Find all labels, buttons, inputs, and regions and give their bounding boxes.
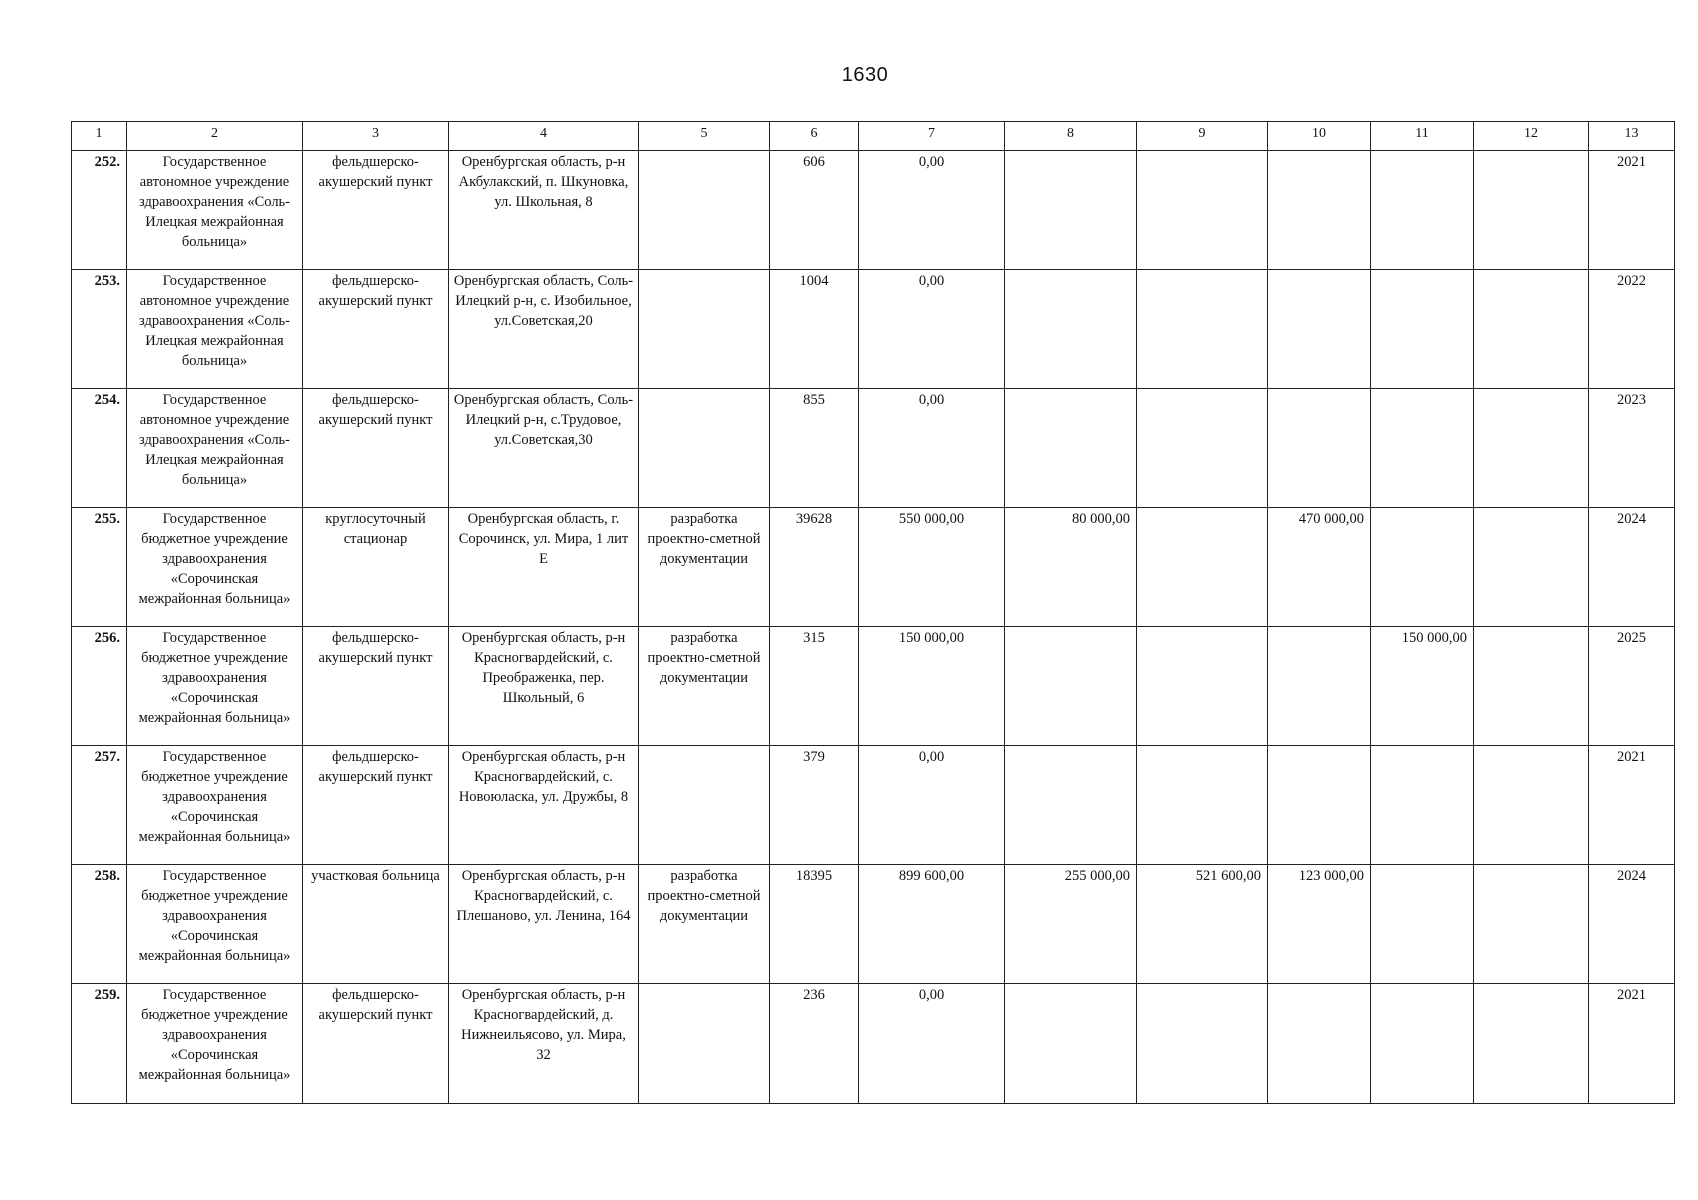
cost-col8-cell: 255 000,00: [1005, 865, 1137, 984]
cost-col9-cell: [1137, 984, 1268, 1104]
cost-col8-cell: [1005, 389, 1137, 508]
total-cost-cell: 899 600,00: [859, 865, 1005, 984]
cost-col12-cell: [1474, 389, 1589, 508]
table-row: [72, 746, 1675, 865]
cost-col10-cell: [1268, 627, 1371, 746]
area-cell: 315: [770, 627, 859, 746]
col-header: 6: [770, 122, 859, 151]
cost-col8-cell: 80 000,00: [1005, 508, 1137, 627]
area-cell: 379: [770, 746, 859, 865]
total-cost-cell: 550 000,00: [859, 508, 1005, 627]
work-type-cell: [639, 984, 770, 1104]
area-cell: 18395: [770, 865, 859, 984]
total-cost-cell: 0,00: [859, 389, 1005, 508]
table-row: [72, 508, 1675, 627]
work-type-cell: [639, 746, 770, 865]
page-number: 1630: [841, 64, 889, 86]
facility-type-cell: фельдшерско-акушерский пункт: [303, 627, 449, 746]
col-header: 9: [1137, 122, 1268, 151]
facility-type-cell: фельдшерско-акушерский пункт: [303, 151, 449, 270]
header-row: [72, 122, 1675, 151]
cost-col9-cell: 521 600,00: [1137, 865, 1268, 984]
year-cell: 2021: [1589, 151, 1675, 270]
cost-col10-cell: [1268, 984, 1371, 1104]
total-cost-cell: 0,00: [859, 746, 1005, 865]
cost-col10-cell: 123 000,00: [1268, 865, 1371, 984]
facility-type-cell: фельдшерско-акушерский пункт: [303, 984, 449, 1104]
year-cell: 2025: [1589, 627, 1675, 746]
facility-type-cell: участковая больница: [303, 865, 449, 984]
address-cell: Оренбургская область, г. Сорочинск, ул. Мира, 1 лит Е: [449, 508, 639, 627]
cost-col11-cell: [1371, 746, 1474, 865]
row-number: 255.: [72, 508, 127, 627]
cost-col11-cell: 150 000,00: [1371, 627, 1474, 746]
cost-col9-cell: [1137, 746, 1268, 865]
table-row: [72, 984, 1675, 1104]
work-type-cell: разработка проектно-сметной документации: [639, 865, 770, 984]
work-type-cell: [639, 151, 770, 270]
cost-col12-cell: [1474, 508, 1589, 627]
cost-col10-cell: [1268, 270, 1371, 389]
address-cell: Оренбургская область, р-н Красногвардейский, с. Преображенка, пер. Школьный, 6: [449, 627, 639, 746]
address-cell: Оренбургская область, Соль-Илецкий р-н, с.Трудовое, ул.Советская,30: [449, 389, 639, 508]
organization-cell: Государственное бюджетное учреждение здравоохранения «Сорочинская межрайонная больница»: [127, 984, 303, 1104]
cost-col8-cell: [1005, 627, 1137, 746]
cost-col9-cell: [1137, 508, 1268, 627]
table-row: [72, 270, 1675, 389]
cost-col11-cell: [1371, 151, 1474, 270]
cost-col8-cell: [1005, 270, 1137, 389]
year-cell: 2022: [1589, 270, 1675, 389]
col-header: 13: [1589, 122, 1675, 151]
address-cell: Оренбургская область, Соль-Илецкий р-н, с. Изобильное, ул.Советская,20: [449, 270, 639, 389]
organization-cell: Государственное автономное учреждение здравоохранения «Соль-Илецкая межрайонная больница»: [127, 389, 303, 508]
total-cost-cell: 0,00: [859, 151, 1005, 270]
cost-col10-cell: [1268, 746, 1371, 865]
col-header: 3: [303, 122, 449, 151]
col-header: 11: [1371, 122, 1474, 151]
address-cell: Оренбургская область, р-н Красногвардейский, д. Нижнеильясово, ул. Мира, 32: [449, 984, 639, 1104]
cost-col8-cell: [1005, 984, 1137, 1104]
col-header: 4: [449, 122, 639, 151]
area-cell: 236: [770, 984, 859, 1104]
area-cell: 39628: [770, 508, 859, 627]
col-header: 7: [859, 122, 1005, 151]
organization-cell: Государственное автономное учреждение здравоохранения «Соль-Илецкая межрайонная больница»: [127, 270, 303, 389]
cost-col9-cell: [1137, 389, 1268, 508]
cost-col11-cell: [1371, 984, 1474, 1104]
cost-col11-cell: [1371, 508, 1474, 627]
year-cell: 2024: [1589, 865, 1675, 984]
col-header: 8: [1005, 122, 1137, 151]
row-number: 258.: [72, 865, 127, 984]
total-cost-cell: 0,00: [859, 984, 1005, 1104]
cost-col8-cell: [1005, 151, 1137, 270]
row-number: 257.: [72, 746, 127, 865]
col-header: 1: [72, 122, 127, 151]
cost-col9-cell: [1137, 151, 1268, 270]
table-row: [72, 151, 1675, 270]
organization-cell: Государственное автономное учреждение здравоохранения «Соль-Илецкая межрайонная больница»: [127, 151, 303, 270]
work-type-cell: разработка проектно-сметной документации: [639, 627, 770, 746]
cost-col12-cell: [1474, 984, 1589, 1104]
cost-col12-cell: [1474, 746, 1589, 865]
facility-type-cell: фельдшерско-акушерский пункт: [303, 270, 449, 389]
facility-type-cell: круглосуточный стационар: [303, 508, 449, 627]
work-type-cell: [639, 270, 770, 389]
work-type-cell: [639, 389, 770, 508]
year-cell: 2021: [1589, 984, 1675, 1104]
work-type-cell: разработка проектно-сметной документации: [639, 508, 770, 627]
address-cell: Оренбургская область, р-н Красногвардейский, с. Плешаново, ул. Ленина, 164: [449, 865, 639, 984]
cost-col9-cell: [1137, 627, 1268, 746]
row-number: 256.: [72, 627, 127, 746]
col-header: 10: [1268, 122, 1371, 151]
row-number: 259.: [72, 984, 127, 1104]
year-cell: 2021: [1589, 746, 1675, 865]
cost-col12-cell: [1474, 151, 1589, 270]
cost-col12-cell: [1474, 865, 1589, 984]
organization-cell: Государственное бюджетное учреждение здравоохранения «Сорочинская межрайонная больница»: [127, 627, 303, 746]
area-cell: 606: [770, 151, 859, 270]
table-row: [72, 865, 1675, 984]
row-number: 253.: [72, 270, 127, 389]
total-cost-cell: 150 000,00: [859, 627, 1005, 746]
cost-col8-cell: [1005, 746, 1137, 865]
facility-type-cell: фельдшерско-акушерский пункт: [303, 389, 449, 508]
col-header: 2: [127, 122, 303, 151]
cost-col10-cell: [1268, 151, 1371, 270]
address-cell: Оренбургская область, р-н Акбулакский, п. Шкуновка, ул. Школьная, 8: [449, 151, 639, 270]
table-row: [72, 627, 1675, 746]
cost-col12-cell: [1474, 627, 1589, 746]
total-cost-cell: 0,00: [859, 270, 1005, 389]
cost-col11-cell: [1371, 389, 1474, 508]
cost-col10-cell: [1268, 389, 1371, 508]
facilities-table: [71, 121, 1675, 1104]
cost-col11-cell: [1371, 270, 1474, 389]
cost-col9-cell: [1137, 270, 1268, 389]
row-number: 254.: [72, 389, 127, 508]
organization-cell: Государственное бюджетное учреждение здравоохранения «Сорочинская межрайонная больница»: [127, 865, 303, 984]
cost-col10-cell: 470 000,00: [1268, 508, 1371, 627]
year-cell: 2024: [1589, 508, 1675, 627]
organization-cell: Государственное бюджетное учреждение здравоохранения «Сорочинская межрайонная больница»: [127, 746, 303, 865]
cost-col12-cell: [1474, 270, 1589, 389]
table-row: [72, 389, 1675, 508]
cost-col11-cell: [1371, 865, 1474, 984]
col-header: 5: [639, 122, 770, 151]
row-number: 252.: [72, 151, 127, 270]
col-header: 12: [1474, 122, 1589, 151]
area-cell: 855: [770, 389, 859, 508]
organization-cell: Государственное бюджетное учреждение здравоохранения «Сорочинская межрайонная больница»: [127, 508, 303, 627]
facility-type-cell: фельдшерско-акушерский пункт: [303, 746, 449, 865]
year-cell: 2023: [1589, 389, 1675, 508]
address-cell: Оренбургская область, р-н Красногвардейский, с. Новоюласка, ул. Дружбы, 8: [449, 746, 639, 865]
area-cell: 1004: [770, 270, 859, 389]
